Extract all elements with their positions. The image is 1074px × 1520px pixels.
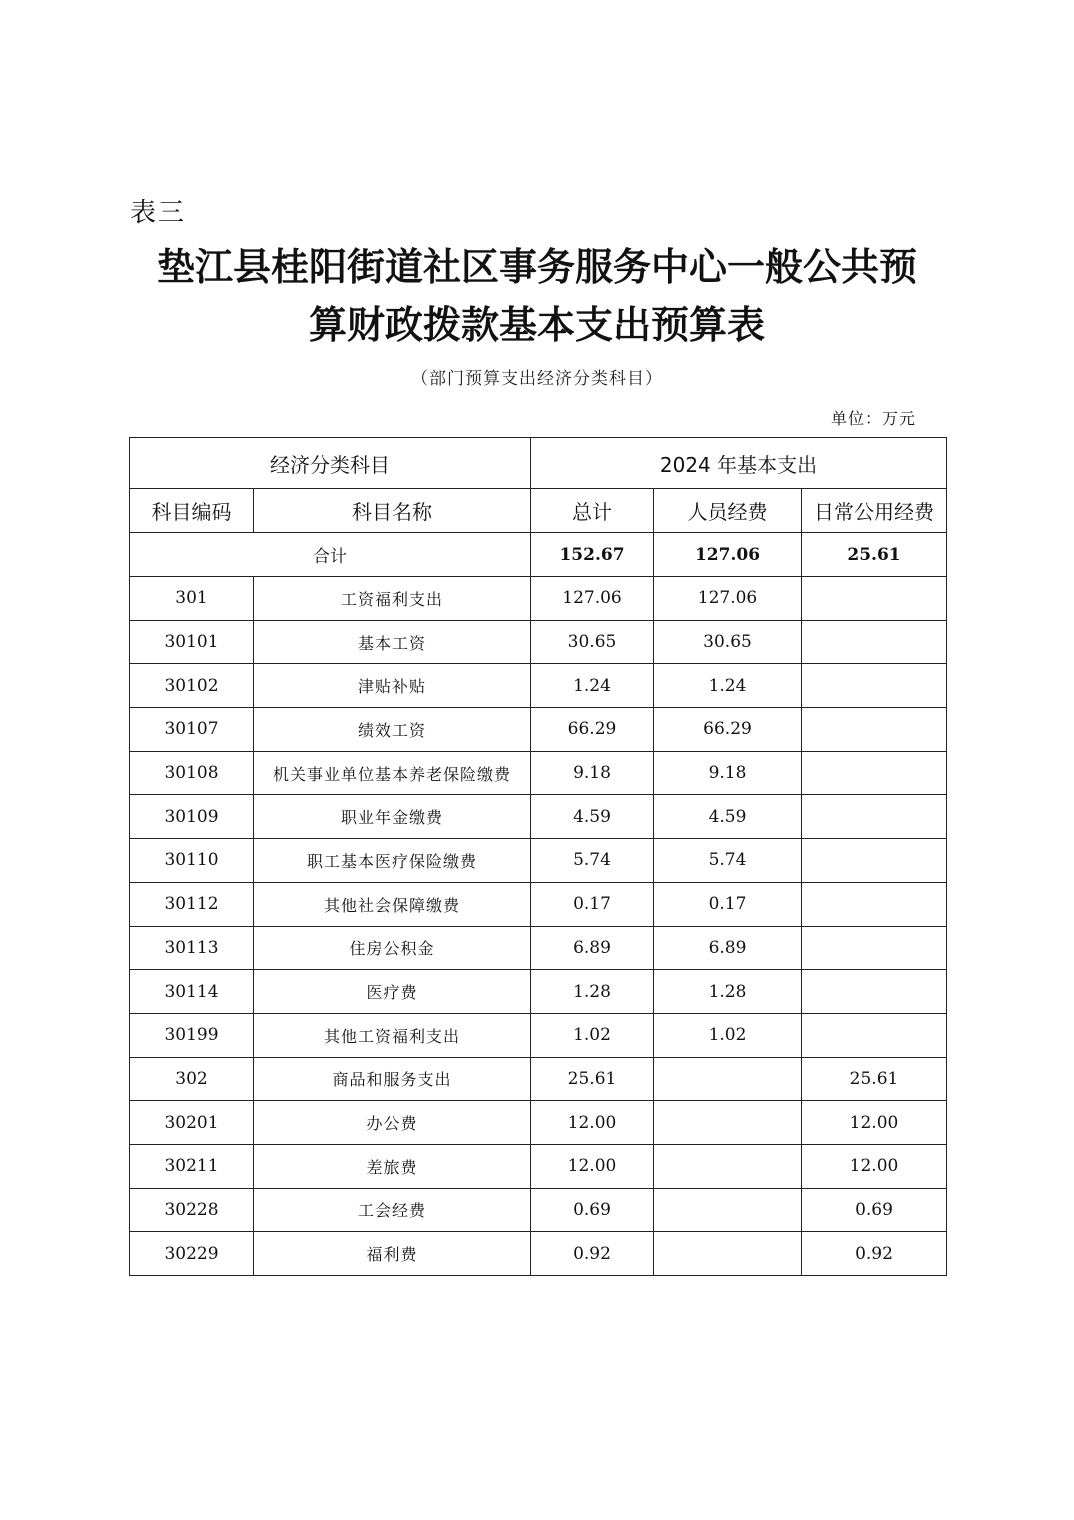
table-body xyxy=(130,577,947,1276)
cell-name: 商品和服务支出 xyxy=(254,1057,531,1101)
table-row xyxy=(130,1013,947,1057)
title-line-2: 算财政拨款基本支出预算表 xyxy=(308,303,765,347)
table-row xyxy=(130,795,947,839)
group-header-category: 经济分类科目 xyxy=(130,438,531,489)
col-header-public: 日常公用经费 xyxy=(802,489,947,533)
table-row xyxy=(130,751,947,795)
group-header-expense: 2024 年基本支出 xyxy=(531,438,947,489)
cell-code: 30114 xyxy=(130,970,254,1014)
cell-name: 机关事业单位基本养老保险缴费 xyxy=(254,751,531,795)
table-row xyxy=(130,708,947,752)
table-row xyxy=(130,882,947,926)
cell-total: 6.89 xyxy=(531,926,654,970)
cell-public: 0.69 xyxy=(802,1188,947,1232)
cell-total: 12.00 xyxy=(531,1101,654,1145)
page-title xyxy=(0,238,1074,354)
cell-name: 其他社会保障缴费 xyxy=(254,882,531,926)
cell-personnel: 6.89 xyxy=(654,926,802,970)
cell-code: 30228 xyxy=(130,1188,254,1232)
cell-personnel: 4.59 xyxy=(654,795,802,839)
table-row xyxy=(130,620,947,664)
cell-name: 住房公积金 xyxy=(254,926,531,970)
cell-personnel xyxy=(654,1232,802,1276)
cell-public: 25.61 xyxy=(802,1057,947,1101)
table-row xyxy=(130,577,947,621)
col-header-personnel: 人员经费 xyxy=(654,489,802,533)
cell-total: 1.02 xyxy=(531,1013,654,1057)
cell-code: 30199 xyxy=(130,1013,254,1057)
cell-code: 30113 xyxy=(130,926,254,970)
cell-public xyxy=(802,970,947,1014)
cell-personnel: 5.74 xyxy=(654,839,802,883)
cell-total: 127.06 xyxy=(531,577,654,621)
cell-public xyxy=(802,664,947,708)
cell-public: 12.00 xyxy=(802,1101,947,1145)
cell-personnel: 1.24 xyxy=(654,664,802,708)
cell-personnel xyxy=(654,1057,802,1101)
cell-code: 30108 xyxy=(130,751,254,795)
cell-name: 津贴补贴 xyxy=(254,664,531,708)
table-row xyxy=(130,1101,947,1145)
cell-public xyxy=(802,795,947,839)
cell-public xyxy=(802,577,947,621)
cell-public xyxy=(802,882,947,926)
cell-personnel: 9.18 xyxy=(654,751,802,795)
cell-code: 30107 xyxy=(130,708,254,752)
cell-name: 医疗费 xyxy=(254,970,531,1014)
col-header-code: 科目编码 xyxy=(130,489,254,533)
cell-public xyxy=(802,751,947,795)
cell-personnel xyxy=(654,1188,802,1232)
subtitle: （部门预算支出经济分类科目） xyxy=(411,369,663,389)
table-row xyxy=(130,926,947,970)
cell-public xyxy=(802,926,947,970)
title-line-1: 垫江县桂阳街道社区事务服务中心一般公共预 xyxy=(156,245,917,289)
cell-code: 30201 xyxy=(130,1101,254,1145)
cell-name: 办公费 xyxy=(254,1101,531,1145)
cell-code: 302 xyxy=(130,1057,254,1101)
cell-code: 30229 xyxy=(130,1232,254,1276)
cell-code: 30112 xyxy=(130,882,254,926)
unit-label: 单位：万元 xyxy=(830,409,916,428)
cell-name: 绩效工资 xyxy=(254,708,531,752)
cell-code: 30211 xyxy=(130,1144,254,1188)
cell-public: 12.00 xyxy=(802,1144,947,1188)
cell-total: 66.29 xyxy=(531,708,654,752)
cell-total: 12.00 xyxy=(531,1144,654,1188)
table-row xyxy=(130,1232,947,1276)
cell-code: 301 xyxy=(130,577,254,621)
cell-total: 25.61 xyxy=(531,1057,654,1101)
budget-table xyxy=(129,437,947,1276)
col-header-name: 科目名称 xyxy=(254,489,531,533)
total-personnel: 127.06 xyxy=(654,533,802,577)
cell-public xyxy=(802,839,947,883)
table-row xyxy=(130,1188,947,1232)
total-sum: 152.67 xyxy=(531,533,654,577)
table-row xyxy=(130,664,947,708)
total-public: 25.61 xyxy=(802,533,947,577)
cell-public: 0.92 xyxy=(802,1232,947,1276)
cell-name: 其他工资福利支出 xyxy=(254,1013,531,1057)
cell-personnel: 1.28 xyxy=(654,970,802,1014)
table-row xyxy=(130,1057,947,1101)
cell-code: 30101 xyxy=(130,620,254,664)
cell-total: 9.18 xyxy=(531,751,654,795)
total-row xyxy=(130,533,947,577)
cell-name: 基本工资 xyxy=(254,620,531,664)
table-label: 表三 xyxy=(130,198,187,228)
cell-total: 0.92 xyxy=(531,1232,654,1276)
cell-personnel: 1.02 xyxy=(654,1013,802,1057)
col-header-total: 总计 xyxy=(531,489,654,533)
cell-code: 30109 xyxy=(130,795,254,839)
cell-code: 30102 xyxy=(130,664,254,708)
cell-total: 1.28 xyxy=(531,970,654,1014)
cell-personnel: 66.29 xyxy=(654,708,802,752)
cell-name: 差旅费 xyxy=(254,1144,531,1188)
cell-personnel xyxy=(654,1144,802,1188)
cell-name: 工资福利支出 xyxy=(254,577,531,621)
cell-personnel: 127.06 xyxy=(654,577,802,621)
cell-total: 0.17 xyxy=(531,882,654,926)
cell-name: 工会经费 xyxy=(254,1188,531,1232)
cell-personnel: 30.65 xyxy=(654,620,802,664)
total-label: 合计 xyxy=(130,533,531,577)
cell-public xyxy=(802,708,947,752)
table-row xyxy=(130,970,947,1014)
cell-name: 职工基本医疗保险缴费 xyxy=(254,839,531,883)
cell-total: 5.74 xyxy=(531,839,654,883)
cell-total: 4.59 xyxy=(531,795,654,839)
cell-total: 30.65 xyxy=(531,620,654,664)
cell-public xyxy=(802,1013,947,1057)
cell-personnel xyxy=(654,1101,802,1145)
cell-public xyxy=(802,620,947,664)
table-row xyxy=(130,1144,947,1188)
cell-name: 福利费 xyxy=(254,1232,531,1276)
cell-total: 1.24 xyxy=(531,664,654,708)
cell-code: 30110 xyxy=(130,839,254,883)
table-row xyxy=(130,839,947,883)
cell-name: 职业年金缴费 xyxy=(254,795,531,839)
cell-total: 0.69 xyxy=(531,1188,654,1232)
cell-personnel: 0.17 xyxy=(654,882,802,926)
